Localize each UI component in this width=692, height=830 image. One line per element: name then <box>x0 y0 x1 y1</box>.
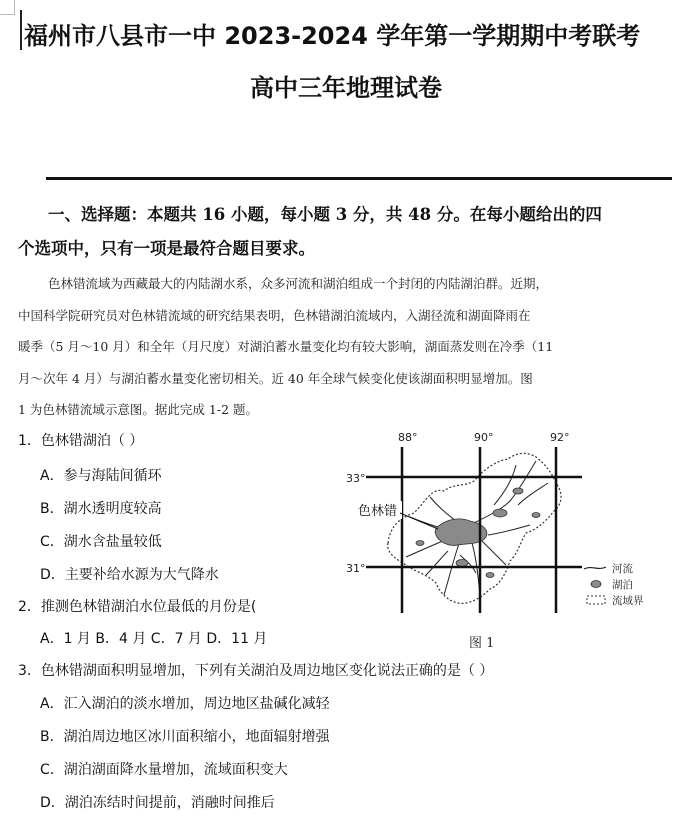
question-2-stem: 2．推测色林错湖泊水位最低的月份是( <box>18 599 257 615</box>
question-1-stem: 1．色林错湖泊（ ） <box>18 433 144 449</box>
question-3-option-a[interactable]: A．汇入湖泊的淡水增加，周边地区盐碱化减轻 <box>40 696 330 712</box>
passage-line: 中国科学院研究员对色林错流域的研究结果表明，色林错湖泊流域内，入湖径流和湖面降雨在 <box>18 307 531 323</box>
lake-small <box>532 513 540 518</box>
lake-label-leader <box>400 513 438 529</box>
figure-caption: 图 1 <box>469 636 495 651</box>
question-3-option-d[interactable]: D．湖泊冻结时间提前，消融时间推后 <box>40 795 275 811</box>
passage-line: 1 为色林错流域示意图。据此完成 1-2 题。 <box>18 402 259 417</box>
question-3-stem: 3．色林错湖面积明显增加，下列有关湖泊及周边地区变化说法正确的是（ ） <box>18 663 494 679</box>
reading-passage <box>18 268 658 426</box>
section-heading <box>18 198 658 266</box>
legend-boundary-icon <box>587 596 605 604</box>
passage-line: 暖季（5 月～10 月）和全年（月尺度）对湖泊蓄水量变化均有较大影响，湖面蒸发则在冷季（11 <box>18 339 554 354</box>
question-1-option-b[interactable]: B．湖水透明度较高 <box>40 501 162 517</box>
lake-small <box>486 573 494 578</box>
legend-lake-label: 湖泊 <box>612 579 633 591</box>
header-rule <box>46 177 672 180</box>
legend-river-icon <box>584 567 606 569</box>
map-legend <box>584 562 644 607</box>
lon-label-88: 88° <box>398 431 418 444</box>
exam-subtitle: 高中三年地理试卷 <box>250 74 442 102</box>
lake-small <box>456 560 468 567</box>
legend-lake-icon <box>591 581 601 588</box>
question-3-option-b[interactable]: B．湖泊周边地区冰川面积缩小，地面辐射增强 <box>40 729 330 745</box>
passage-line: 色林错流域为西藏最大的内陆湖水系，众多河流和湖泊组成一个封闭的内陆湖泊群。近期， <box>48 276 549 291</box>
text-cursor <box>20 10 22 50</box>
lake-small <box>513 488 523 494</box>
basin-map-figure <box>340 425 680 655</box>
lon-label-90: 90° <box>474 431 494 444</box>
lake-small <box>416 541 424 546</box>
lon-label-92: 92° <box>550 431 570 444</box>
lat-label-31: 31° <box>346 562 366 575</box>
section-heading-line1: 一、选择题：本题共 16 小题，每小题 3 分，共 48 分。在每小题给出的四 <box>48 205 602 224</box>
legend-river-label: 河流 <box>612 563 633 575</box>
lake-label: 色林错 <box>358 504 398 519</box>
lake-small <box>493 509 507 517</box>
question-3-option-c[interactable]: C．湖泊湖面降水量增加，流域面积变大 <box>40 762 288 778</box>
page-corner-mark <box>0 0 15 15</box>
question-1-option-d[interactable]: D．主要补给水源为大气降水 <box>40 567 219 583</box>
exam-title: 福州市八县市一中 2023-2024 学年第一学期期中考联考 <box>24 22 641 50</box>
lat-label-33: 33° <box>346 472 366 485</box>
passage-line: 月～次年 4 月）与湖泊蓄水量变化密切相关。近 40 年全球气候变化使该湖面积明显增加。图 <box>18 370 533 386</box>
question-2-options[interactable]: A．1 月 B．4 月 C．7 月 D．11 月 <box>40 631 268 647</box>
question-1-option-c[interactable]: C．湖水含盐量较低 <box>40 534 162 550</box>
section-heading-line2: 个选项中，只有一项是最符合题目要求。 <box>18 239 315 258</box>
question-1-option-a[interactable]: A．参与海陆间循环 <box>40 468 162 484</box>
legend-boundary-label: 流域界 <box>612 595 644 607</box>
